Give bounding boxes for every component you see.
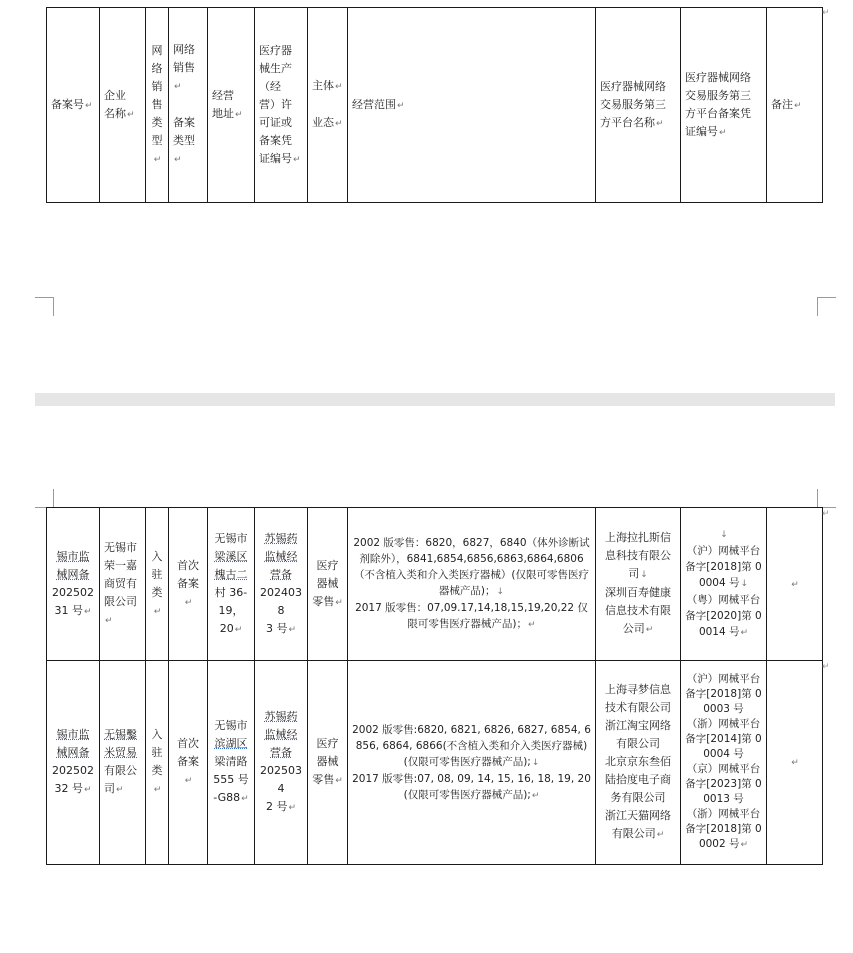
paragraph-mark-icon: ↵ [822,8,830,18]
margin-corner-right [817,297,836,316]
table-row [47,661,823,865]
header-company: 企业 名称↵ [100,8,146,203]
remark: ↵ [767,661,823,865]
business-scope: 2002 版零售:6820, 6821, 6826, 6827, 6854, 6856, 6864, 6866(不含植入类和介入类医疗器械)(仅限可零售医疗器械产品);↓ 2017 版零售:07, 08, 09, 14, 15, 16, 18, 19, 20(仅限可零售医疗器械产品);↵ [348,661,596,865]
header-sales-type: 网 络 销 售 类 型↵ [146,8,169,203]
margin-corner-right-2 [817,489,836,508]
platform-cert-no: ↓ （沪）网械平台备字[2018]第 00004 号↓ （粤）网械平台备字[2020]第 00014 号↵ [681,508,767,661]
company-name: 无锡鑿 米贸易 有限公 司↵ [100,661,146,865]
sales-type: 入 驻 类↵ [146,508,169,661]
record-no: 锡市监 械网备 202502 31 号↵ [47,508,100,661]
platform-name: 上海拉扎斯信息科技有限公司↓ 深圳百寿健康信息技术有限公司↵ [596,508,681,661]
page-gap [35,393,835,406]
platform-name: 上海寻梦信息技术有限公司 浙江淘宝网络有限公司 北京京东叁佰陆拾度电子商务有限公司 浙江天猫网络有限公司↵ [596,661,681,865]
business-type: 医疗 器械 零售↵ [308,661,348,865]
address: 无锡市 梁溪区 槐古二 村 36- 19， 20↵ [208,508,255,661]
header-record-no: 备案号↵ [47,8,100,203]
header-platform: 医疗器械网络 交易服务第三 方平台名称↵ [596,8,681,203]
header-address: 经营 地址↵ [208,8,255,203]
document-page-1 [0,0,853,393]
paragraph-mark-icon: ↵ [822,509,830,519]
header-remark: 备注↵ [767,8,823,203]
business-scope: 2002 版零售：6820，6827，6840（体外诊断试剂除外），6841,6854,6856,6863,6864,6806（不含植入类和介入类医疗器械）(仅限可零售医疗器械产品)；↓ 2017 版零售：07,09.17,14,18,15,19,20,22 仅限可零售医疗器械产品)；↵ [348,508,596,661]
filing-type: 首次 备案↵ [169,508,208,661]
address: 无锡市 滨湖区 梁清路 555 号 -G88↵ [208,661,255,865]
header-scope: 经营范围↵ [348,8,596,203]
company-name: 无锡市 荣一嘉 商贸有 限公司↵ [100,508,146,661]
records-table [46,507,823,865]
license-no: 苏锡药 监械经 营备 2024038 3 号↵ [255,508,308,661]
paragraph-mark-icon: ↵ [822,662,830,672]
sales-type: 入 驻 类↵ [146,661,169,865]
filing-type: 首次 备案↵ [169,661,208,865]
license-no: 苏锡药 监械经 营备 2025034 2 号↵ [255,661,308,865]
margin-corner-left [35,297,54,316]
header-filing-type: 网络 销售↵ 备案 类型↵ [169,8,208,203]
platform-cert-no: （沪）网械平台备字[2018]第 00003 号 （浙）网械平台备字[2014]第 00004 号 （京）网械平台备字[2023]第 00013 号 （浙）网械平台备字[2018]第 00002 号↵ [681,661,767,865]
margin-corner-left-2 [35,489,54,508]
header-platform-cert: 医疗器械网络 交易服务第三 方平台备案凭 证编号↵ [681,8,767,203]
record-no: 锡市监 械网备 202502 32 号↵ [47,661,100,865]
header-table [46,7,823,203]
table-row [47,508,823,661]
business-type: 医疗 器械 零售↵ [308,508,348,661]
header-business: 主体↵ 业态↵ [308,8,348,203]
remark: ↵ [767,508,823,661]
header-license: 医疗器 械生产 （经 营）许 可证或 备案凭 证编号↵ [255,8,308,203]
